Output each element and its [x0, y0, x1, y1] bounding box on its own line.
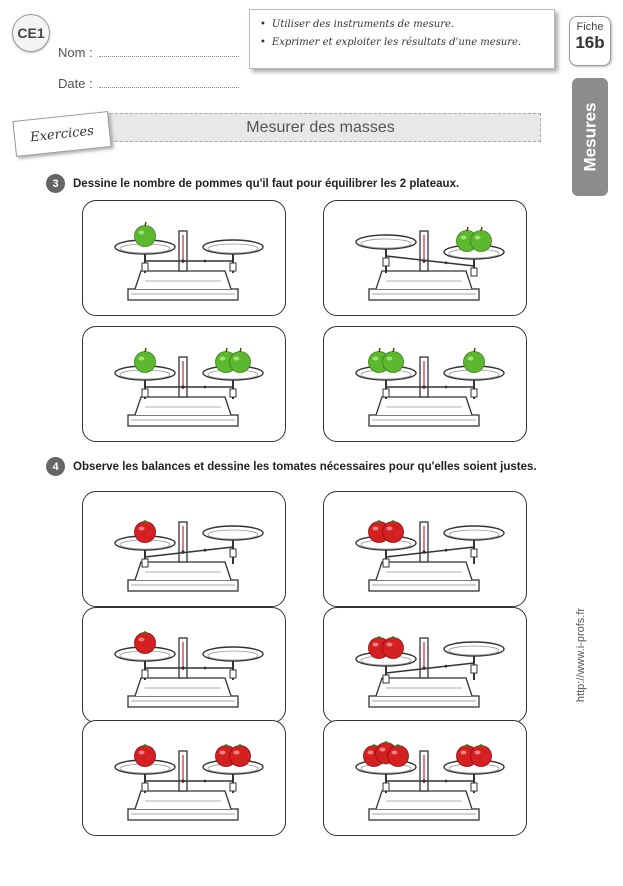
- scale-card[interactable]: [323, 326, 527, 442]
- exercices-tag: [12, 111, 111, 157]
- balance-scale: [83, 608, 286, 723]
- apple-icon: [230, 348, 251, 373]
- section-title: Mesurer des masses: [246, 118, 395, 136]
- exercices-tag-label: Exercices: [29, 123, 95, 145]
- scale-base: [128, 809, 238, 820]
- objective-1: • Utiliser des instruments de mesure.: [260, 19, 544, 30]
- balance-scale: [324, 327, 527, 442]
- fruit-group: [135, 348, 156, 373]
- name-label: Nom :: [58, 45, 93, 60]
- name-line: [99, 47, 239, 57]
- fruit-group: [457, 744, 492, 767]
- fiche-label: Fiche: [576, 21, 604, 33]
- exercise-3-instruction: [46, 174, 459, 193]
- scale-body: [376, 678, 472, 696]
- name-field[interactable]: [58, 45, 239, 60]
- scale-body: [376, 271, 472, 289]
- scale-base: [369, 809, 479, 820]
- date-line: [99, 78, 239, 88]
- subject-label: Mesures: [580, 102, 600, 172]
- scale-card[interactable]: [82, 720, 286, 836]
- balance-scale: [83, 327, 286, 442]
- scale-card[interactable]: [323, 200, 527, 316]
- balance-scale: [324, 492, 527, 607]
- scale-body: [376, 791, 472, 809]
- scale-card[interactable]: [82, 491, 286, 607]
- objective-2: • Exprimer et exploiter les résultats d'une mesure.: [260, 37, 544, 48]
- fruit-group: [135, 631, 156, 654]
- fruit-group: [135, 744, 156, 767]
- scale-card[interactable]: [82, 200, 286, 316]
- fiche-tab: [569, 16, 611, 66]
- apple-icon: [135, 348, 156, 373]
- apple-icon: [383, 348, 404, 373]
- fruit-group: [369, 636, 404, 659]
- scale-base: [128, 415, 238, 426]
- right-plate: [203, 240, 263, 254]
- exercise-4-instruction: [46, 457, 537, 476]
- balance-scale: [324, 721, 527, 836]
- scale-base: [128, 580, 238, 591]
- tomato-icon: [135, 520, 156, 543]
- subject-tab: [572, 78, 608, 196]
- scale-card[interactable]: [323, 491, 527, 607]
- right-plate: [444, 526, 504, 540]
- scale-body: [135, 397, 231, 415]
- fruit-group: [364, 741, 409, 767]
- balance-scale: [324, 201, 527, 316]
- scale-card[interactable]: [82, 607, 286, 723]
- scale-card[interactable]: [323, 720, 527, 836]
- website-url-text: http://www.i-profs.fr: [575, 607, 588, 703]
- date-field[interactable]: [58, 76, 239, 91]
- scale-base: [128, 289, 238, 300]
- right-plate: [444, 642, 504, 656]
- fruit-group: [135, 222, 156, 247]
- fruit-group: [464, 348, 485, 373]
- scale-body: [376, 562, 472, 580]
- exercise-3-number: 3: [46, 174, 65, 193]
- fiche-number: 16b: [575, 33, 605, 52]
- scale-base: [369, 580, 479, 591]
- level-text: CE1: [17, 25, 45, 41]
- scale-body: [135, 678, 231, 696]
- right-plate: [203, 647, 263, 661]
- fruit-group: [135, 520, 156, 543]
- scale-base: [369, 696, 479, 707]
- level-badge: [12, 14, 50, 52]
- scale-card[interactable]: [82, 326, 286, 442]
- apple-icon: [135, 222, 156, 247]
- scale-base: [128, 696, 238, 707]
- balance-scale: [83, 201, 286, 316]
- fruit-group: [216, 744, 251, 767]
- scale-card[interactable]: [323, 607, 527, 723]
- scale-body: [135, 562, 231, 580]
- tomato-icon: [135, 744, 156, 767]
- exercise-4-number: 4: [46, 457, 65, 476]
- fruit-group: [369, 348, 404, 373]
- left-plate: [356, 235, 416, 249]
- scale-body: [135, 271, 231, 289]
- apple-icon: [471, 227, 492, 252]
- section-title-bar: [100, 113, 541, 142]
- exercise-4-text: Observe les balances et dessine les tomates nécessaires pour qu'elles soient justes.: [73, 460, 537, 473]
- balance-scale: [83, 492, 286, 607]
- scale-base: [369, 415, 479, 426]
- apple-icon: [464, 348, 485, 373]
- fruit-group: [369, 520, 404, 543]
- website-url: [563, 590, 599, 720]
- fruit-group: [216, 348, 251, 373]
- date-label: Date :: [58, 76, 93, 91]
- balance-scale: [324, 608, 527, 723]
- tomato-icon: [135, 631, 156, 654]
- objectives-box: [249, 9, 555, 69]
- right-plate: [203, 526, 263, 540]
- scale-body: [376, 397, 472, 415]
- balance-scale: [83, 721, 286, 836]
- scale-body: [135, 791, 231, 809]
- fruit-group: [457, 227, 492, 252]
- scale-base: [369, 289, 479, 300]
- exercise-3-text: Dessine le nombre de pommes qu'il faut pour équilibrer les 2 plateaux.: [73, 177, 460, 190]
